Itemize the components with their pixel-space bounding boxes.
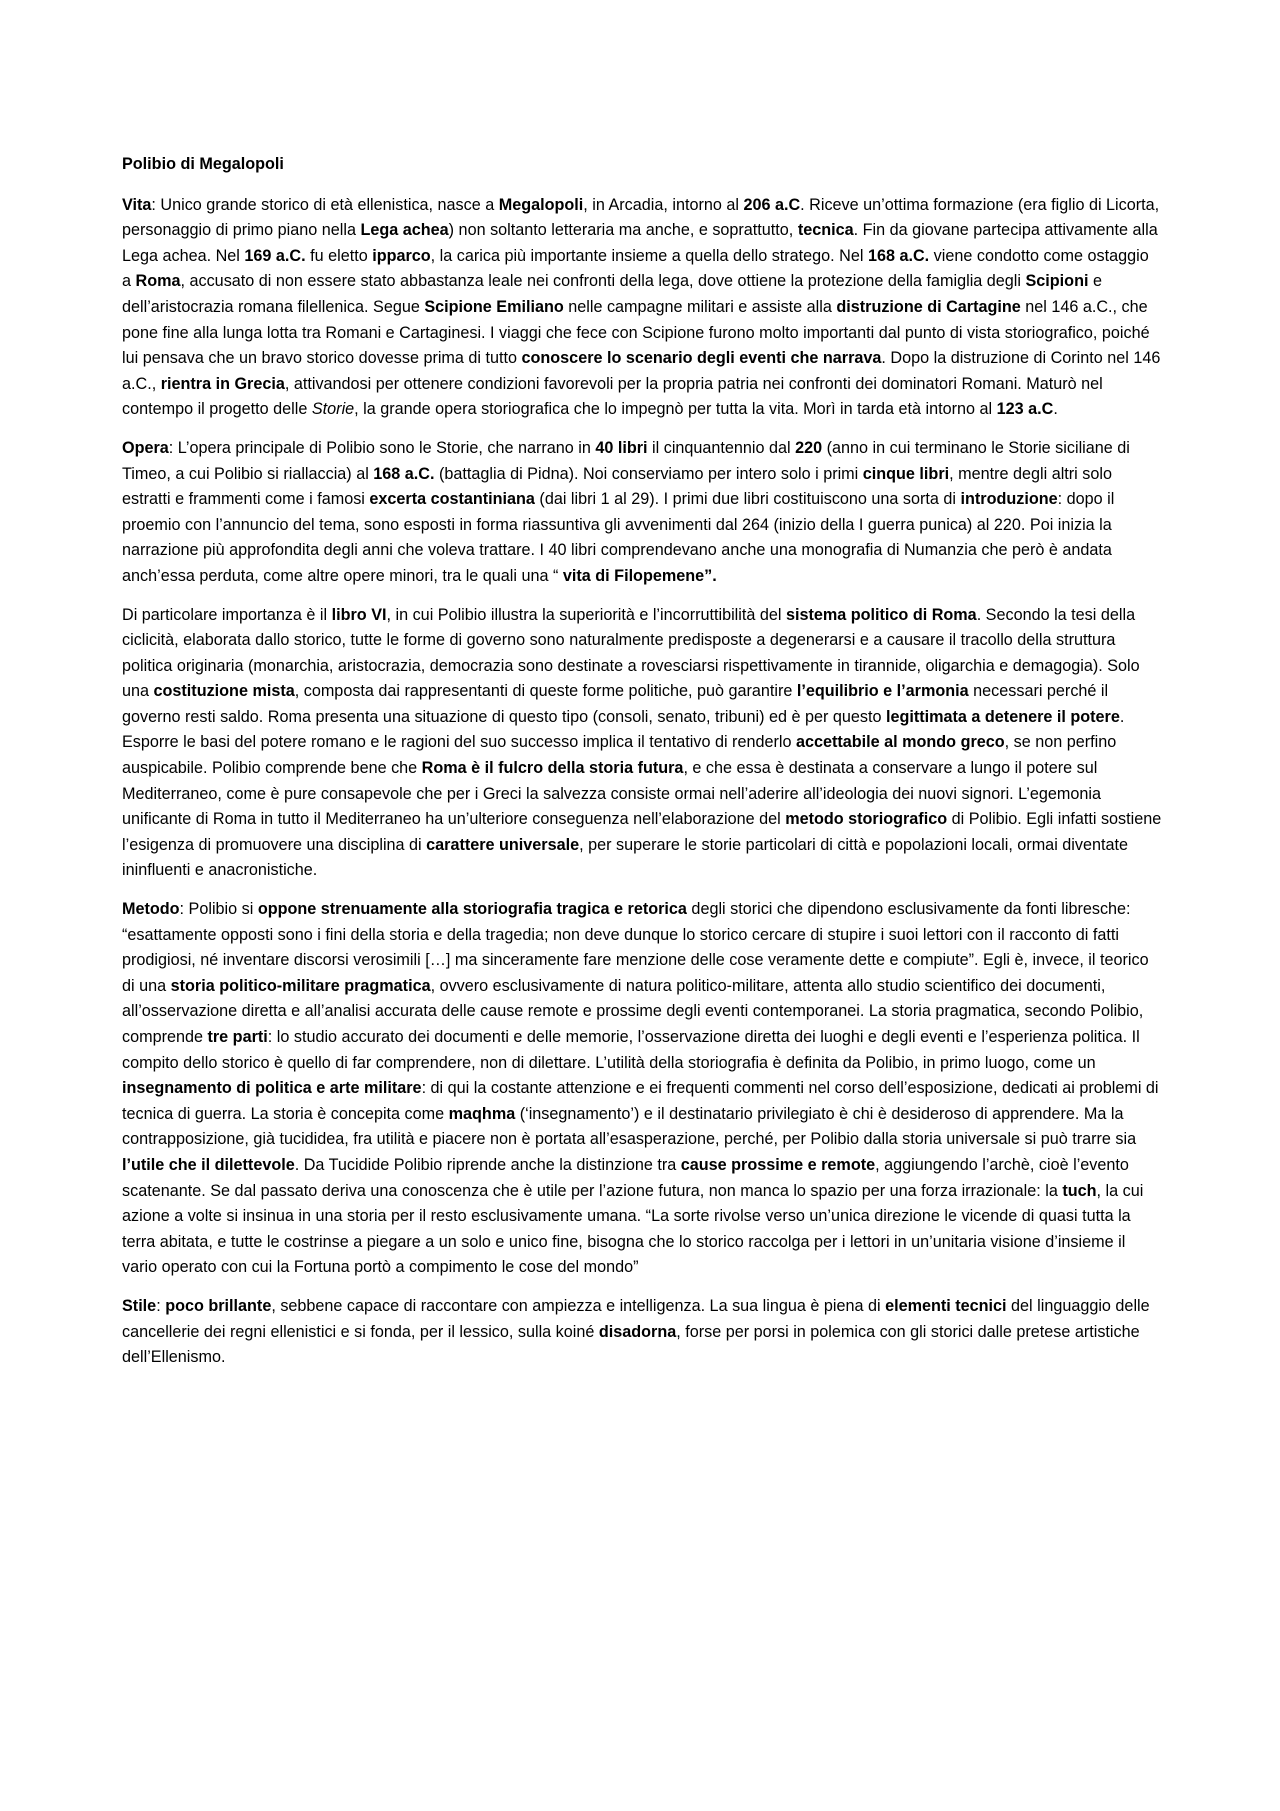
text-run: nelle campagne militari e assiste alla [563,297,837,316]
bold-run: tuch [1062,1181,1097,1200]
paragraph-stile [122,1294,1162,1371]
bold-run: carattere universale [426,835,580,854]
text-run: . Fin da giovane partecipa attivamente alla Lega achea. Nel [122,221,1158,265]
text-run: , la cui azione a volte si insinua in una storia per il resto esclusivamente umana. “La sorte rivolse verso un’unica direzione le vicende di quasi tutta la terra abitata, e tutte le costrinse a piegare a un solo e unico fine, bisogna che lo storico raccolga per i lettori in un’unitaria visione d’insieme il vario operato con cui la Fortuna portò a compimento le cose del mondo” [122,1181,1144,1277]
bold-run: insegnamento di politica e arte militare [122,1079,422,1098]
bold-run: elementi tecnici [885,1296,1007,1315]
bold-run: excerta costantiniana [369,490,535,509]
text-run: (anno in cui terminano le Storie siciliane di Timeo, a cui Polibio si riallaccia) al [122,438,1130,483]
text-run: , la carica più importante insieme a quella dello stratego. Nel [430,246,868,265]
text-run: degli storici che dipendono esclusivamente da fonti libresche: “esattamente opposti sono i fini della storia e della tragedia; non deve dunque lo storico cercare di stupire i suoi lettori con il racconto di fatti prodigiosi, né inventare discorsi verosimili […] ma sinceramente fare menzione delle cose veramente dette e compiute”. Egli è, invece, il teorico di una [122,900,1149,995]
bold-run: disadorna [598,1322,677,1341]
text-run: : dopo il proemio con l’annuncio del tema, sono esposti in forma riassuntiva gli avvenimenti dal 264 (inizio della I guerra punica) al 220. Poi inizia la narrazione più approfondita degli anni che voleva trattare. I 40 libri comprendevano anche una monografia di Numanzia che però è andata anch’essa perduta, come altre opere minori, tra le quali una “ [122,490,1115,585]
bold-run: vita di Filopemene”. [558,566,717,585]
text-run: del linguaggio delle cancellerie dei regni ellenistici e si fonda, per il lessico, sulla koiné [122,1296,1150,1341]
text-run: nel 146 a.C., che pone fine alla lunga lotta tra Romani e Cartaginesi. I viaggi che fece con Scipione furono molto importanti dal punto di vista storiografico, poiché lui pensava che un bravo storico dovesse prima di tutto [122,297,1150,368]
text-run: . Da Tucidide Polibio riprende anche la distinzione tra [294,1155,681,1174]
text-run: il cinquantennio dal [647,438,796,457]
bold-run: ipparco [372,246,431,265]
opera-label: Opera [122,438,169,457]
bold-run: conoscere lo scenario degli eventi che narrava [521,349,882,368]
bold-run: Roma è il fulcro della storia futura [421,759,684,778]
paragraph-libro-vi [122,603,1162,885]
paragraph-opera [122,436,1162,590]
bold-run: Lega achea [360,221,449,240]
bold-run: oppone strenuamente alla storiografia tragica e retorica [257,900,687,919]
text-run: , ovvero esclusivamente di natura politico-militare, attenta allo studio scientifico dei documenti, all’osservazione diretta e all’analisi accurata delle cause remote e prossime degli eventi contemporanei. La storia pragmatica, secondo Polibio, comprende [122,976,1144,1046]
text-run: , e che essa è destinata a conservare a lungo il potere sul Mediterraneo, come è pure consapevole che per i Greci la salvezza consiste ormai nell’aderire all’ideologia dei nuovi signori. L’egemonia unificante di Roma in tutto il Mediterraneo ha un’ulteriore conseguenza nell’elaborazione del [122,759,1101,829]
bold-run: tecnica [797,221,854,240]
bold-run: Megalopoli [498,195,584,214]
text-run: e dell’aristocrazia romana filellenica. Segue [122,272,1102,316]
text-run: (‘insegnamento’) e il destinatario privilegiato è chi è desideroso di apprendere. Ma la contrapposizione, già tucididea, fra utilità e piacere non è portata all’esasperazione, perché, per Polibio dalla storia universale si può trarre sia [122,1104,1137,1149]
text-run: , la grande opera storiografica che lo impegnò per tutta la vita. Morì in tarda età intorno al [354,400,997,419]
text-run: , accusato di non essere stato abbastanza leale nei confronti della lega, dove ottiene la protezione della famiglia degli [180,272,1026,291]
text-run: . Secondo la tesi della ciclicità, elaborata dallo storico, tutte le forme di governo sono naturalmente predisposte a degenerarsi e a causare il tracollo della struttura politica originaria (monarchia, aristocrazia, democrazia sono destinate a rovesciarsi rispettivamente in tirannide, oligarchia e demagogia). Solo una [122,605,1140,701]
text-run: , per superare le storie particolari di città e popolazioni locali, ormai diventate ininfluenti e anacronistiche. [122,835,1128,880]
text-run: : lo studio accurato dei documenti e delle memorie, l’osservazione diretta dei luoghi e degli eventi e l’esperienza politica. Il compito dello storico è quello di far comprendere, non di dilettare. L’utilità della storiografia è definita da Polibio, in primo luogo, come un [122,1028,1140,1072]
bold-run: 168 a.C. [867,246,930,265]
page-title: Polibio di Megalopoli [122,155,284,173]
bold-run: distruzione di Cartagine [836,297,1021,316]
bold-run: metodo storiografico [785,810,948,829]
document-page [122,152,1162,1384]
bold-run: cause prossime e remote [680,1155,876,1174]
bold-run: Scipione Emiliano [424,297,564,316]
text-run: di Polibio. Egli infatti sostiene l’esigenza di promuovere una disciplina di [122,810,1162,854]
bold-run: 220 [795,438,823,457]
text-run: . [1053,400,1058,419]
bold-run: sistema politico di Roma [785,605,977,624]
bold-run: poco brillante [165,1296,272,1315]
text-run: , composta dai rappresentanti di queste forme politiche, può garantire [294,682,797,701]
bold-run: 169 a.C. [244,246,306,265]
text-run: , sebbene capace di raccontare con ampiezza e intelligenza. La sua lingua è piena di [271,1296,886,1315]
text-run: , attivandosi per ottenere condizioni favorevoli per la propria patria nei confronti dei dominatori Romani. Maturò nel contempo il progetto delle [122,374,1103,419]
text-run: , mentre degli altri solo estratti e frammenti come i famosi [122,464,1112,509]
text-run: , aggiungendo l’archè, cioè l’evento scatenante. Se dal passato deriva una conoscenza che è utile per l’azione futura, non manca lo spazio per una forza irrazionale: la [122,1155,1129,1200]
bold-run: costituzione mista [153,682,295,701]
bold-run: accettabile al mondo greco [795,733,1005,752]
text-run: , forse per porsi in polemica con gli storici dalle pretese artistiche dell’Ellenismo. [122,1322,1140,1367]
text-run: , in cui Polibio illustra la superiorità e l’incorruttibilità del [386,605,786,624]
text-run: fu eletto [305,246,373,265]
text-run: necessari perché il governo resti saldo. Roma presenta una situazione di questo tipo (consoli, senato, tribuni) ed è per questo [122,682,1109,726]
text-run: (dai libri 1 al 29). I primi due libri costituiscono una sorta di [534,490,961,509]
bold-run: 168 a.C. [373,464,435,483]
bold-run: 123 a.C [996,400,1054,419]
bold-run: l’utile che il dilettevole [122,1155,295,1174]
text-run: : Unico grande storico di età ellenistica, nasce a [151,195,499,214]
bold-run: introduzione [960,490,1058,509]
bold-run: l’equilibrio e l’armonia [796,682,969,701]
bold-run: rientra in Grecia [160,374,285,393]
bold-run: 40 libri [595,438,648,457]
text-run: . Esporre le basi del potere romano e le ragioni del suo successo implica il tentativo di renderlo [122,707,1125,752]
text-run: (battaglia di Pidna). Noi conserviamo per intero solo i primi [434,464,863,483]
bold-run: maqhma [448,1104,516,1123]
bold-run: tre parti [207,1028,268,1046]
text-run: viene condotto come ostaggio a [122,246,1149,291]
text-run: : [156,1296,166,1315]
text-run: . Dopo la distruzione di Corinto nel 146 a.C., [122,349,1161,393]
metodo-label: Metodo [122,900,180,919]
text-run: . Riceve un’ottima formazione (era figlio di Licorta, personaggio di primo piano nella [122,195,1160,240]
text-run: : L’opera principale di Polibio sono le Storie, che narrano in [168,438,596,457]
bold-run: storia politico-militare pragmatica [170,976,431,995]
bold-run: legittimata a detenere il potere [885,707,1120,726]
text-run: : Polibio si [179,900,258,919]
bold-run: 206 a.C [743,195,801,214]
text-run: , in Arcadia, intorno al [583,195,744,214]
stile-label: Stile [122,1296,157,1315]
text-run: Di particolare importanza è il [122,605,332,624]
italic-run: Storie [311,400,355,419]
bold-run: libro VI [331,605,387,624]
text-run: ) non soltanto letteraria ma anche, e soprattutto, [448,221,798,240]
bold-run: cinque libri [862,464,950,483]
bold-run: Scipioni [1025,272,1089,291]
bold-run: Roma [135,272,181,291]
paragraph-metodo [122,897,1162,1281]
text-run: : di qui la costante attenzione e ei frequenti commenti nel corso dell’esposizione, dedicati ai problemi di tecnica di guerra. La storia è concepita come [122,1079,1159,1123]
vita-label: Vita [122,195,152,214]
text-run: , se non perfino auspicabile. Polibio comprende bene che [122,733,1117,778]
paragraph-vita [122,193,1162,423]
